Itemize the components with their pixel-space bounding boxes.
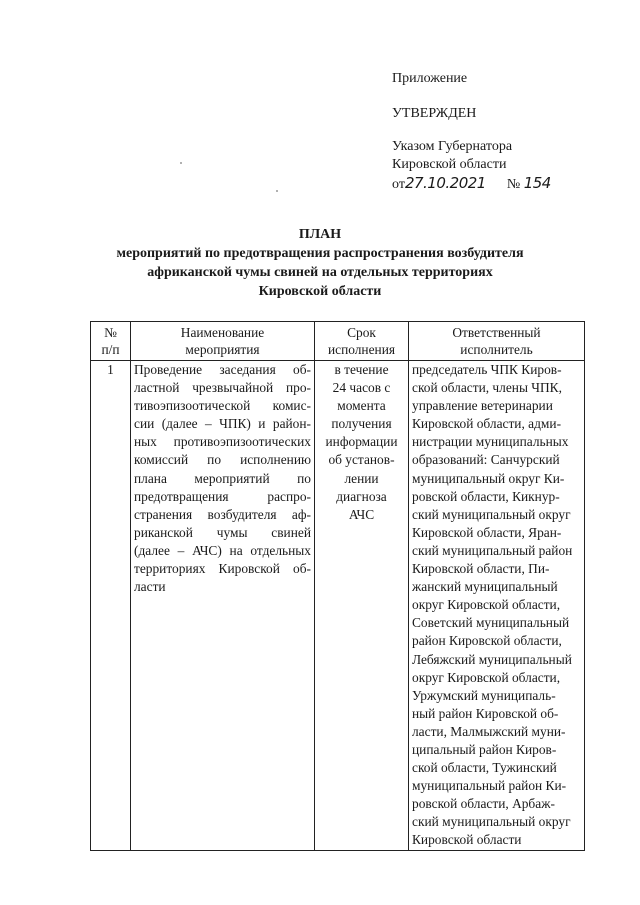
responsible-line: ской области, члены ЧПК, xyxy=(412,380,562,396)
name-line: риканской чумы свиней xyxy=(134,524,311,540)
responsible-line: Советский муниципальный xyxy=(412,615,570,631)
responsible-line: Уржумский муниципаль- xyxy=(412,687,556,703)
responsible-line: ской области, Тужинский xyxy=(412,760,557,776)
number-prefix: № xyxy=(506,177,521,192)
responsible-line: Кировской области, Пи- xyxy=(412,561,550,577)
name-line: ласти xyxy=(134,579,166,595)
responsible-line: ский муниципальный округ xyxy=(412,814,571,830)
responsible-line: образований: Санчурский xyxy=(412,452,560,468)
name-line: предотвращения распро- xyxy=(134,488,311,504)
appendix-label: Приложение xyxy=(392,71,468,86)
name-line: странения возбудителя аф- xyxy=(134,506,311,522)
handwritten-date: 27.10.2021 xyxy=(404,174,486,192)
responsible-line: муниципальный район Ки- xyxy=(412,778,567,794)
responsible-line: управление ветеринарии xyxy=(412,398,553,414)
term-line: АЧС xyxy=(348,506,375,522)
responsible-line: Кировской области xyxy=(412,832,522,848)
row-name xyxy=(131,361,315,851)
name-line: ных противоэпизоотических xyxy=(134,434,311,450)
name-line: Проведение заседания об- xyxy=(134,362,311,377)
name-line: сии (далее – ЧПК) и район- xyxy=(134,416,311,432)
decree-date-number xyxy=(392,174,551,194)
row-responsible xyxy=(409,361,585,851)
decree-line-1: Указом Губернатора xyxy=(392,139,513,154)
table-row xyxy=(91,361,585,851)
responsible-line: ский муниципальный округ xyxy=(412,506,571,522)
name-line: комиссий по исполнению xyxy=(134,452,311,468)
responsible-line: жанский муниципальный xyxy=(412,579,558,595)
header-number: № п/п xyxy=(91,322,131,361)
scan-speck xyxy=(276,190,278,192)
term-line: диагноза xyxy=(336,488,387,504)
title-line-4: Кировской области xyxy=(258,284,382,299)
title-line-3: африканской чумы свиней на отдельных территориях xyxy=(147,265,493,280)
term-line: информации xyxy=(325,434,398,450)
term-line: лении xyxy=(344,470,379,486)
term-line: получения xyxy=(331,416,392,432)
responsible-line: ровской области, Арбаж- xyxy=(412,796,555,812)
handwritten-number: 154 xyxy=(523,174,551,192)
responsible-line: Кировской области, Яран- xyxy=(412,524,562,540)
responsible-line: нистрации муниципальных xyxy=(412,434,569,450)
responsible-line: ласти, Малмыжский муни- xyxy=(412,723,566,739)
header-name: Наименование мероприятия xyxy=(131,322,315,361)
responsible-line: округ Кировской области, xyxy=(412,669,561,685)
header-responsible: Ответственный исполнитель xyxy=(409,322,585,361)
name-line: ластной чрезвычайной про- xyxy=(134,380,311,396)
plan-table xyxy=(90,321,585,851)
header-term: Срок исполнения xyxy=(315,322,409,361)
responsible-line: ный район Кировской об- xyxy=(412,705,559,721)
scan-speck xyxy=(180,162,182,164)
responsible-line: район Кировской области, xyxy=(412,633,562,649)
name-line: тивоэпизоотической комис- xyxy=(134,398,311,414)
title-line-2: мероприятий по предотвращения распространения возбудителя xyxy=(116,246,524,261)
date-prefix: от xyxy=(392,177,405,192)
document-title xyxy=(60,225,580,301)
table-header-row xyxy=(91,322,585,361)
responsible-line: председатель ЧПК Киров- xyxy=(412,362,562,377)
term-line: в течение xyxy=(334,362,389,377)
term-line: 24 часов с xyxy=(332,380,391,396)
approved-label: УТВЕРЖДЕН xyxy=(392,106,477,121)
responsible-line: ский муниципальный район xyxy=(412,542,573,558)
term-line: об установ- xyxy=(328,452,395,468)
responsible-line: муниципальный округ Ки- xyxy=(412,470,565,486)
name-line: территориях Кировской об- xyxy=(134,561,311,577)
decree-line-2: Кировской области xyxy=(392,157,507,172)
responsible-line: Лебяжский муниципальный xyxy=(412,651,572,667)
row-term xyxy=(315,361,409,851)
row-number: 1 xyxy=(91,361,131,851)
responsible-line: ровской области, Кикнур- xyxy=(412,488,560,504)
title-line-1: ПЛАН xyxy=(298,227,342,242)
name-line: плана мероприятий по xyxy=(134,470,311,486)
responsible-line: округ Кировской области, xyxy=(412,597,561,613)
name-line: (далее – АЧС) на отдельных xyxy=(134,542,311,558)
responsible-line: Кировской области, адми- xyxy=(412,416,562,432)
term-line: момента xyxy=(337,398,386,414)
responsible-line: ципальный район Киров- xyxy=(412,741,557,757)
